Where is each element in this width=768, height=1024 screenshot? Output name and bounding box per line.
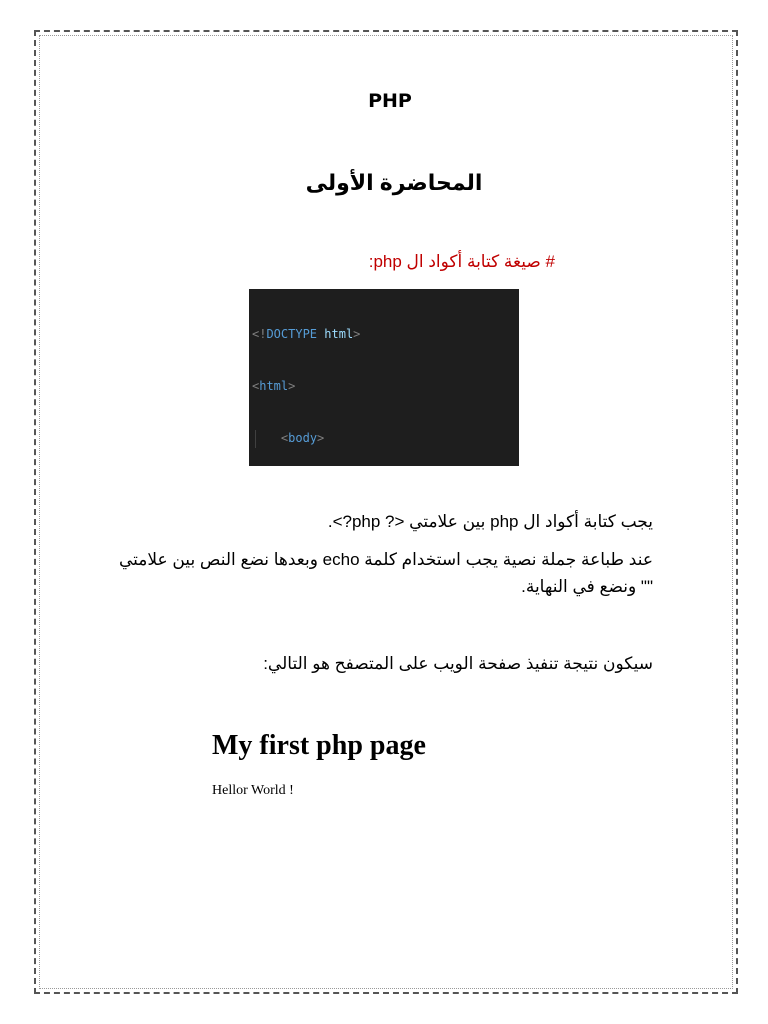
browser-output-heading: My first php page <box>212 730 426 761</box>
paragraph-browser-result: سيكون نتيجة تنفيذ صفحة الويب على المتصفح هو التالي: <box>263 654 653 673</box>
code-token: < <box>252 379 260 394</box>
section-heading: # صيغة كتابة أكواد ال php: <box>368 252 555 271</box>
code-token: html <box>324 326 354 341</box>
code-line <box>252 378 516 395</box>
code-token: body <box>288 431 318 446</box>
code-line <box>252 430 516 447</box>
code-token: DOCTYPE <box>266 326 318 341</box>
code-snippet <box>249 289 519 466</box>
code-token: > <box>317 431 325 446</box>
code-token: < <box>280 431 289 446</box>
code-token: <! <box>252 326 267 341</box>
code-token: > <box>353 326 361 341</box>
paragraph-php-tags: يجب كتابة أكواد ال php بين علامتي <? php?>. <box>327 512 653 531</box>
code-token: > <box>288 379 296 394</box>
code-token: html <box>259 379 289 394</box>
browser-output-text: Hellor World ! <box>212 783 294 798</box>
code-line <box>252 326 516 343</box>
paragraph-echo-usage: عند طباعة جملة نصية يجب استخدام كلمة echo وبعدها نضع النص بين علامتي "" ونضع في النهاية. <box>118 550 653 596</box>
course-title: PHP <box>368 90 412 112</box>
lecture-title: المحاضرة الأولى <box>305 170 483 195</box>
